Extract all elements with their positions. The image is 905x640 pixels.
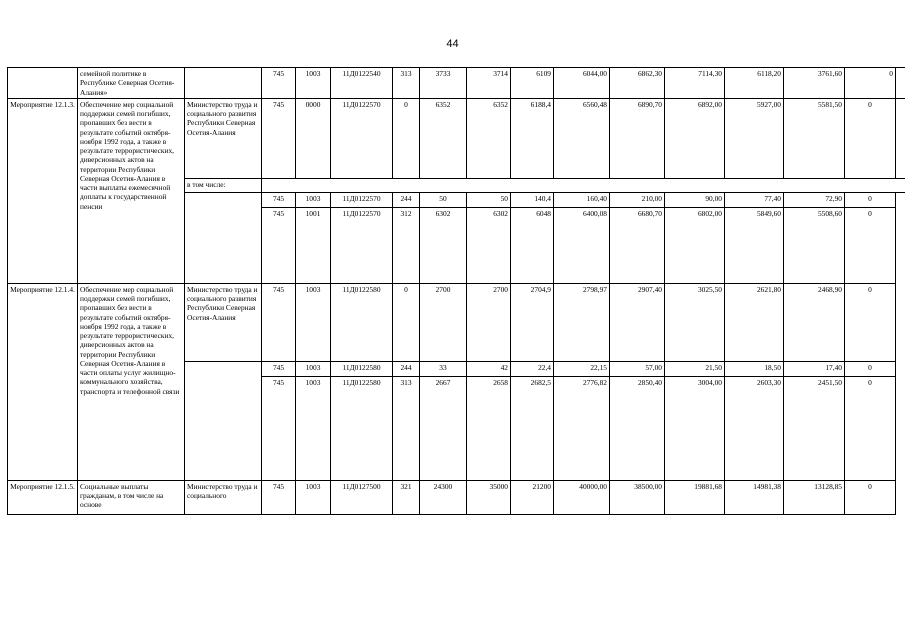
value-cell: 2667 [420,376,467,480]
value-cell: 2603,30 [725,376,784,480]
value-cell: 0 [845,192,896,207]
value-cell: 2798,97 [554,283,610,361]
rzpr-cell: 1003 [296,68,331,99]
value-cell: 50 [467,192,511,207]
budget-table [7,67,905,515]
value-cell: 6302 [420,207,467,283]
value-cell: 18,50 [725,361,784,376]
activity-label-cell: Мероприятие 12.1.5. [8,480,78,514]
value-cell: 6188,4 [511,98,554,178]
table-row [8,68,905,99]
activity-name-cell: Социальные выплаты гражданам, в том числе на основе [78,480,185,514]
csr-cell: 11Д0127500 [331,480,393,514]
vr-cell: 0 [393,283,420,361]
value-cell: 72,90 [784,192,845,207]
value-cell: 160,40 [554,192,610,207]
activity-name-cell: Обеспечение мер социальной поддержки семей погибших, пропавших без вести в результате событий октября-ноября 1992 года, а также в результате террористических, диверсионных актов на территории Республики Северная Осетия-Алания в части выплаты ежемесячной доплаты к государственной пенсии [78,98,185,283]
value-cell [896,68,905,99]
value-cell: 6109 [511,68,554,99]
activity-name-cell: Обеспечение мер социальной поддержки семей погибших, пропавших без вести в результате событий октября-ноября 1992 года, а также в результате террористических, диверсионных актов на территории Республики Северная Осетия-Алания в части оплаты услуг жилищно-коммунального хозяйства, транспорта и телефонной связи [78,283,185,480]
csr-cell: 11Д0122580 [331,361,393,376]
value-cell: 210,00 [610,192,665,207]
value-cell: 2682,5 [511,376,554,480]
activity-name-cell: семейной политике в Республике Северная Осетия-Алания» [78,68,185,99]
executor-cell: Министерство труда и социального развития Республики Северная Осетия-Алания [185,98,262,178]
vr-cell: 321 [393,480,420,514]
value-cell: 0 [845,207,896,283]
grbs-cell: 745 [262,207,296,283]
value-cell: 50 [420,192,467,207]
value-cell: 14981,38 [725,480,784,514]
value-cell: 0 [845,98,896,178]
value-cell: 38500,00 [610,480,665,514]
value-cell: 0 [845,376,896,480]
vr-cell: 244 [393,192,420,207]
value-cell: 6862,30 [610,68,665,99]
empty-cell [262,178,905,192]
value-cell: 19881,68 [665,480,725,514]
value-cell: 5849,60 [725,207,784,283]
value-cell: 6044,00 [554,68,610,99]
value-cell: 22,4 [511,361,554,376]
value-cell: 0 [845,480,896,514]
csr-cell: 11Д0122580 [331,376,393,480]
value-cell: 6118,20 [725,68,784,99]
value-cell: 40000,00 [554,480,610,514]
table-row [8,98,905,178]
value-cell: 2907,40 [610,283,665,361]
activity-label-cell: Мероприятие 12.1.3. [8,98,78,283]
grbs-cell: 745 [262,192,296,207]
value-cell: 6400,08 [554,207,610,283]
grbs-cell: 745 [262,283,296,361]
vr-cell: 313 [393,376,420,480]
value-cell: 0 [845,283,896,361]
executor-cell [185,192,262,283]
activity-label-cell: Мероприятие 12.1.4. [8,283,78,480]
vr-cell: 312 [393,207,420,283]
vr-cell: 0 [393,98,420,178]
executor-cell: Министерство труда и социального развития Республики Северная Осетия-Алания [185,283,262,361]
value-cell: 3714 [467,68,511,99]
grbs-cell: 745 [262,480,296,514]
value-cell: 3733 [420,68,467,99]
csr-cell: 11Д0122580 [331,283,393,361]
rzpr-cell: 1003 [296,192,331,207]
value-cell: 6302 [467,207,511,283]
grbs-cell: 745 [262,98,296,178]
value-cell: 2658 [467,376,511,480]
grbs-cell: 745 [262,68,296,99]
value-cell: 6680,70 [610,207,665,283]
value-cell: 2850,40 [610,376,665,480]
value-cell: 6802,00 [665,207,725,283]
executor-cell [185,361,262,480]
value-cell: 6048 [511,207,554,283]
value-cell: 140,4 [511,192,554,207]
value-cell: 3004,00 [665,376,725,480]
csr-cell: 11Д0122570 [331,207,393,283]
value-cell: 2704,9 [511,283,554,361]
including-label: в том числе: [185,178,262,192]
value-cell: 22,15 [554,361,610,376]
rzpr-cell: 1003 [296,361,331,376]
value-cell: 6352 [420,98,467,178]
vr-cell: 244 [393,361,420,376]
rzpr-cell: 1003 [296,480,331,514]
rzpr-cell: 1003 [296,376,331,480]
rzpr-cell: 1001 [296,207,331,283]
value-cell: 2700 [420,283,467,361]
executor-cell [185,68,262,99]
value-cell: 6560,48 [554,98,610,178]
value-cell: 57,00 [610,361,665,376]
executor-cell: Министерство труда и социального [185,480,262,514]
value-cell: 35000 [467,480,511,514]
value-cell: 24300 [420,480,467,514]
value-cell: 2468,90 [784,283,845,361]
value-cell: 5508,60 [784,207,845,283]
value-cell: 5581,50 [784,98,845,178]
value-cell: 3025,50 [665,283,725,361]
value-cell: 2621,80 [725,283,784,361]
value-cell: 17,40 [784,361,845,376]
value-cell: 6892,00 [665,98,725,178]
value-cell: 6890,70 [610,98,665,178]
value-cell: 2776,82 [554,376,610,480]
value-cell: 7114,30 [665,68,725,99]
value-cell: 0 [845,68,896,99]
table-row [8,283,905,361]
value-cell: 6352 [467,98,511,178]
value-cell: 2700 [467,283,511,361]
value-cell: 42 [467,361,511,376]
value-cell: 3761,60 [784,68,845,99]
value-cell: 21200 [511,480,554,514]
activity-label-cell [8,68,78,99]
value-cell: 21,50 [665,361,725,376]
value-cell: 90,00 [665,192,725,207]
rzpr-cell: 1003 [296,283,331,361]
value-cell: 77,40 [725,192,784,207]
grbs-cell: 745 [262,376,296,480]
value-cell: 0 [845,361,896,376]
grbs-cell: 745 [262,361,296,376]
table-row [8,480,905,514]
csr-cell: 11Д0122570 [331,98,393,178]
page-number: 44 [446,38,459,50]
csr-cell: 11Д0122570 [331,192,393,207]
csr-cell: 11Д0122540 [331,68,393,99]
value-cell: 2451,50 [784,376,845,480]
value-cell: 13128,85 [784,480,845,514]
vr-cell: 313 [393,68,420,99]
value-cell: 33 [420,361,467,376]
value-cell: 5927,00 [725,98,784,178]
rzpr-cell: 0000 [296,98,331,178]
